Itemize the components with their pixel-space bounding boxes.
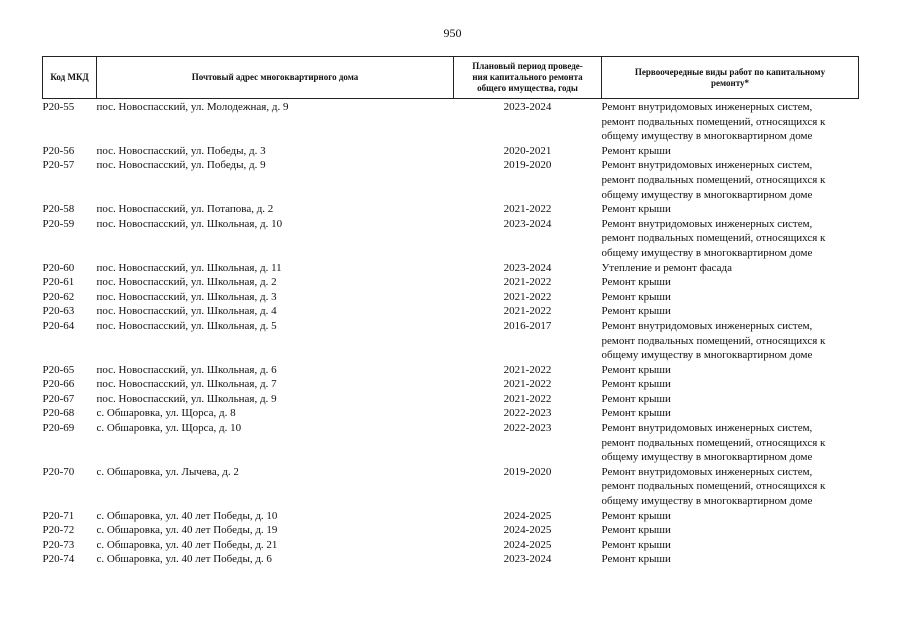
row-works: Ремонт внутридомовых инженерных систем, ремонт подвальных помещений, относящихся к общему имуществу в многоквартирном доме xyxy=(601,319,826,362)
row-code: P20-72 xyxy=(42,524,75,537)
row-address: пос. Новоспасский, ул. Школьная, д. 6 xyxy=(96,363,277,376)
row-address: с. Обшаровка, ул. 40 лет Победы, д. 21 xyxy=(96,538,278,551)
table-row xyxy=(43,421,859,465)
table-row xyxy=(43,304,859,319)
row-period: 2021-2022 xyxy=(503,305,552,318)
row-works: Ремонт крыши xyxy=(601,553,671,566)
row-code: P20-57 xyxy=(42,159,75,172)
row-works: Ремонт внутридомовых инженерных систем, ремонт подвальных помещений, относящихся к общему имуществу в многоквартирном доме xyxy=(601,422,826,464)
table-row xyxy=(43,538,859,553)
row-code: P20-69 xyxy=(42,422,75,435)
row-address: с. Обшаровка, ул. 40 лет Победы, д. 6 xyxy=(96,553,272,566)
row-code: P20-70 xyxy=(42,465,75,478)
row-period: 2016-2017 xyxy=(503,319,552,332)
row-code: P20-55 xyxy=(42,101,75,113)
row-address: с. Обшаровка, ул. 40 лет Победы, д. 10 xyxy=(96,509,278,522)
row-period: 2019-2020 xyxy=(503,159,552,172)
row-works: Утепление и ремонт фасада xyxy=(601,261,732,274)
row-code: P20-68 xyxy=(42,407,75,420)
row-period: 2021-2022 xyxy=(503,392,552,405)
row-works: Ремонт крыши xyxy=(601,509,671,522)
row-period: 2024-2025 xyxy=(503,509,552,522)
row-period: 2023-2024 xyxy=(503,553,552,566)
row-address: пос. Новоспасский, ул. Школьная, д. 7 xyxy=(96,378,277,391)
row-period: 2021-2022 xyxy=(503,290,552,303)
table-row xyxy=(43,509,859,524)
table-row xyxy=(43,406,859,421)
row-address: пос. Новоспасский, ул. Школьная, д. 5 xyxy=(96,319,277,332)
row-address: пос. Новоспасский, ул. Молодежная, д. 9 xyxy=(96,101,289,113)
table-row xyxy=(43,319,859,363)
row-address: с. Обшаровка, ул. Щорса, д. 10 xyxy=(96,422,242,435)
row-period: 2024-2025 xyxy=(503,524,552,537)
row-period: 2022-2023 xyxy=(503,407,552,420)
row-works: Ремонт крыши xyxy=(601,276,671,289)
row-works: Ремонт крыши xyxy=(601,305,671,318)
row-period: 2021-2022 xyxy=(503,378,552,391)
row-address: пос. Новоспасский, ул. Школьная, д. 10 xyxy=(96,217,283,230)
table-row xyxy=(43,158,859,202)
row-code: P20-73 xyxy=(42,538,75,551)
table-row xyxy=(43,465,859,509)
table-row xyxy=(43,392,859,407)
table-row xyxy=(43,99,859,144)
row-address: с. Обшаровка, ул. Щорса, д. 8 xyxy=(96,407,236,420)
table-row xyxy=(43,275,859,290)
page-number: 950 xyxy=(443,26,462,40)
table-row xyxy=(43,290,859,305)
row-address: пос. Новоспасский, ул. Школьная, д. 4 xyxy=(96,305,277,318)
row-works: Ремонт крыши xyxy=(601,407,671,420)
row-period: 2023-2024 xyxy=(503,101,552,113)
row-address: с. Обшаровка, ул. Лычева, д. 2 xyxy=(96,465,239,478)
table-header xyxy=(43,57,859,99)
row-period: 2023-2024 xyxy=(503,261,552,274)
row-works: Ремонт внутридомовых инженерных систем, ремонт подвальных помещений, относящихся к общему имуществу в многоквартирном доме xyxy=(601,101,826,143)
table-row xyxy=(43,261,859,276)
row-period: 2021-2022 xyxy=(503,363,552,376)
table-row xyxy=(43,377,859,392)
row-code: P20-67 xyxy=(42,392,75,405)
row-code: P20-64 xyxy=(42,319,75,332)
header-period: Плановый период проведе- ния капитального ремонта общего имущества, годы xyxy=(454,57,602,99)
header-address: Почтовый адрес многоквартирного дома xyxy=(97,57,454,99)
row-code: P20-59 xyxy=(42,217,75,230)
row-address: с. Обшаровка, ул. 40 лет Победы, д. 19 xyxy=(96,524,278,537)
row-address: пос. Новоспасский, ул. Победы, д. 9 xyxy=(96,159,266,172)
row-works: Ремонт крыши xyxy=(601,363,671,376)
row-address: пос. Новоспасский, ул. Школьная, д. 3 xyxy=(96,290,277,303)
row-period: 2021-2022 xyxy=(503,203,552,216)
row-address: пос. Новоспасский, ул. Победы, д. 3 xyxy=(96,144,266,157)
table-row xyxy=(43,217,859,261)
row-code: P20-71 xyxy=(42,509,75,522)
table-body xyxy=(43,99,859,568)
table-row xyxy=(43,144,859,159)
row-period: 2021-2022 xyxy=(503,276,552,289)
row-works: Ремонт крыши xyxy=(601,392,671,405)
row-code: P20-61 xyxy=(42,276,75,289)
row-works: Ремонт внутридомовых инженерных систем, ремонт подвальных помещений, относящихся к общему имуществу в многоквартирном доме xyxy=(601,465,826,508)
header-row xyxy=(43,57,859,99)
row-period: 2024-2025 xyxy=(503,538,552,551)
table-row xyxy=(43,552,859,567)
row-works: Ремонт крыши xyxy=(601,378,671,391)
row-address: пос. Новоспасский, ул. Потапова, д. 2 xyxy=(96,203,274,216)
header-works: Первоочередные виды работ по капитальному ремонту* xyxy=(602,57,859,99)
row-period: 2020-2021 xyxy=(503,144,552,157)
table-row xyxy=(43,523,859,538)
row-works: Ремонт крыши xyxy=(601,290,671,303)
row-code: P20-74 xyxy=(42,553,75,566)
row-code: P20-66 xyxy=(42,378,75,391)
row-period: 2022-2023 xyxy=(503,422,552,435)
row-code: P20-60 xyxy=(42,261,75,274)
row-code: P20-65 xyxy=(42,363,75,376)
row-works: Ремонт крыши xyxy=(601,538,671,551)
row-works: Ремонт крыши xyxy=(601,203,671,216)
row-code: P20-62 xyxy=(42,290,75,303)
row-works: Ремонт внутридомовых инженерных систем, ремонт подвальных помещений, относящихся к общему имуществу в многоквартирном доме xyxy=(601,159,826,201)
row-code: P20-58 xyxy=(42,203,75,216)
row-address: пос. Новоспасский, ул. Школьная, д. 9 xyxy=(96,392,277,405)
row-works: Ремонт крыши xyxy=(601,524,671,537)
row-address: пос. Новоспасский, ул. Школьная, д. 11 xyxy=(96,261,282,274)
row-address: пос. Новоспасский, ул. Школьная, д. 2 xyxy=(96,276,277,289)
row-works: Ремонт внутридомовых инженерных систем, ремонт подвальных помещений, относящихся к общему имуществу в многоквартирном доме xyxy=(601,217,826,259)
row-works: Ремонт крыши xyxy=(601,144,671,157)
row-code: P20-56 xyxy=(42,144,75,157)
row-code: P20-63 xyxy=(42,305,75,318)
table-row xyxy=(43,202,859,217)
row-period: 2019-2020 xyxy=(503,465,552,478)
header-code: Код МКД xyxy=(43,57,97,99)
capital-repair-table xyxy=(42,56,859,567)
row-period: 2023-2024 xyxy=(503,217,552,230)
table-row xyxy=(43,363,859,378)
